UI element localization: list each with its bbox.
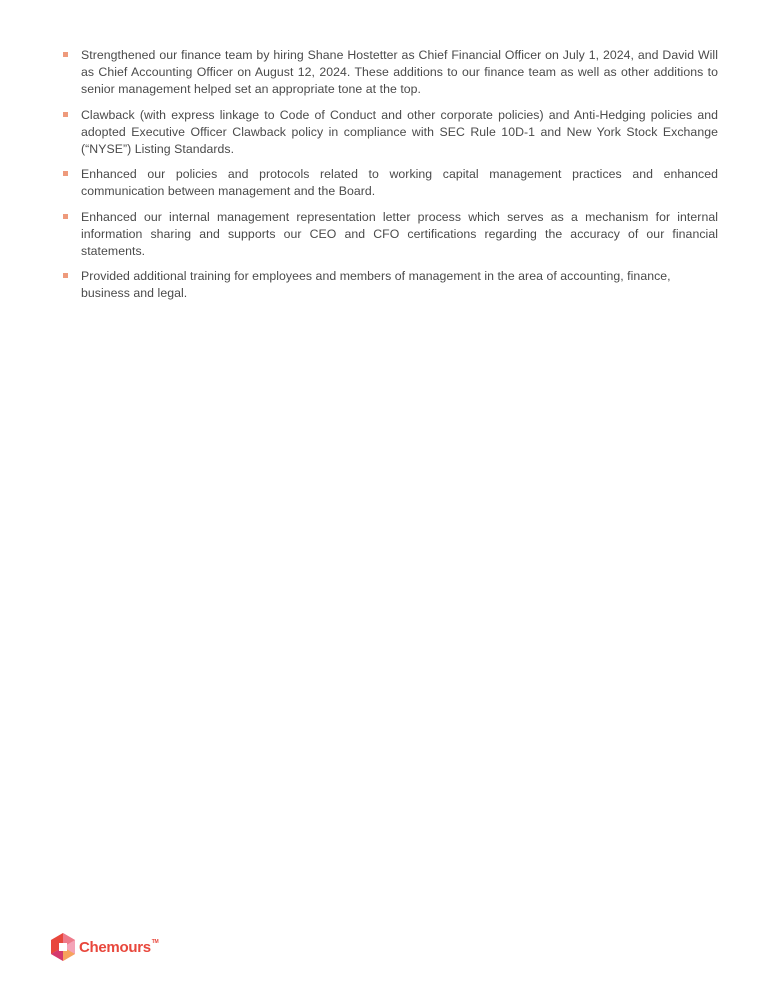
list-item-text: Enhanced our internal management representation letter process which serves as a mechanism for internal information sharing and supports our CEO and CFO certifications regarding the accuracy of our financial statements. [81,209,718,258]
list-item-text: Strengthened our finance team by hiring Shane Hostetter as Chief Financial Officer on July 1, 2024, and David Will as Chief Accounting Officer on August 12, 2024. These additions to our finance team as well as other additions to senior management helped set an appropriate tone at the top. [81,48,718,96]
bullet-icon [63,112,68,117]
list-item [62,268,718,302]
list-item [62,47,718,98]
bullet-icon [63,273,68,278]
chemours-hexagon-icon [50,932,76,962]
bullet-list [62,47,718,311]
bullet-icon [63,214,68,219]
list-item [62,107,718,158]
list-item-text: Clawback (with express linkage to Code of Conduct and other corporate policies) and Anti-Hedging policies and adopted Executive Officer Clawback policy in compliance with SEC Rule 10D-1 and New York Stock Exchange (“NYSE”) Listing Standards. [81,107,718,156]
list-item-text: Provided additional training for employees and members of management in the area of accounting, finance, business and legal. [81,269,671,300]
list-item [62,209,718,260]
bullet-icon [63,171,68,176]
list-item-text: Enhanced our policies and protocols related to working capital management practices and enhanced communication between management and the Board. [81,167,718,198]
list-item [62,166,718,200]
chemours-logo [50,932,158,962]
bullet-icon [63,52,68,57]
logo-text: Chemours™ [79,938,159,956]
